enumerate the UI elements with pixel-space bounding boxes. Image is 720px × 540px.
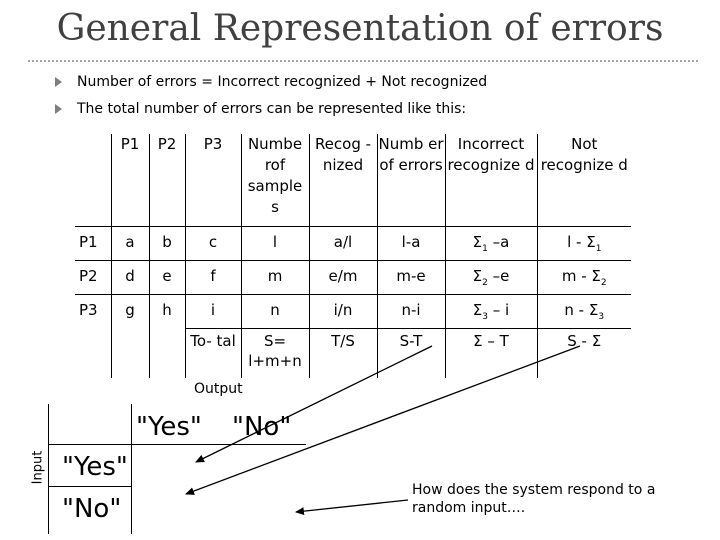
table-cell: $\Sigma_2$ –e: [445, 260, 537, 294]
table-cell: d: [111, 260, 149, 294]
row-label: P2: [75, 260, 111, 294]
table-cell: c: [185, 226, 241, 260]
row-label: P3: [79, 300, 98, 319]
table-cell: $\Sigma_3$ – i: [445, 294, 537, 328]
header-cell: P1: [111, 134, 149, 226]
table-cell: h: [149, 294, 185, 328]
bullet-text: Number of errors = Incorrect recognized + Not recognized: [77, 74, 488, 90]
table-cell: n: [241, 294, 309, 328]
table-cell: a/l: [309, 226, 377, 260]
table-cell: l: [241, 226, 309, 260]
header-cell: P2: [149, 134, 185, 226]
col-header-yes: "Yes": [136, 412, 202, 442]
header-cell: Recog -nized: [309, 134, 377, 226]
table-cell: m - $\Sigma_2$: [537, 260, 631, 294]
table-cell: l-a: [377, 226, 445, 260]
table-cell: g: [111, 294, 149, 328]
table-cell: b: [149, 226, 185, 260]
table-cell: m-e: [377, 260, 445, 294]
table-cell: i: [185, 294, 241, 328]
table-cell: n - $\Sigma_3$: [537, 294, 631, 328]
table-cell: f: [185, 260, 241, 294]
header-cell: Numbe rof sample s: [241, 134, 309, 226]
total-cell: Σ – T: [445, 328, 537, 378]
arrow-random-input: [296, 500, 408, 512]
total-cell: S= l+m+n: [241, 328, 309, 378]
row-label: P1: [75, 226, 111, 260]
table-cell: i/n: [309, 294, 377, 328]
header-cell: Numb er of errors: [377, 134, 445, 226]
total-cell: S-T: [377, 328, 445, 378]
header-cell: Not recognize d: [537, 134, 631, 226]
table-cell: m: [241, 260, 309, 294]
table-cell: e: [149, 260, 185, 294]
row-header-no: "No": [62, 494, 122, 524]
bullet-text: The total number of errors can be represented like this:: [77, 101, 467, 117]
arrow-incorrect: [196, 346, 432, 462]
question-note: How does the system respond to a random input….: [412, 482, 656, 516]
row-header-yes: "Yes": [62, 452, 128, 482]
header-cell: P3: [185, 134, 241, 226]
total-label: To- tal: [185, 328, 241, 378]
header-cell: Incorrect recognize d: [445, 134, 537, 226]
table-cell: a: [111, 226, 149, 260]
table-cell: n-i: [377, 294, 445, 328]
output-label: Output: [194, 381, 243, 397]
col-header-no: "No": [232, 412, 292, 442]
arrow-not-recognized: [186, 346, 580, 494]
total-cell: S - Σ: [537, 328, 631, 378]
slide-title: General Representation of errors: [56, 8, 664, 49]
table-cell: $\Sigma_1$ –a: [445, 226, 537, 260]
input-label: Input: [30, 450, 46, 485]
table-cell: e/m: [309, 260, 377, 294]
table-cell: l - $\Sigma_1$: [537, 226, 631, 260]
total-cell: T/S: [309, 328, 377, 378]
